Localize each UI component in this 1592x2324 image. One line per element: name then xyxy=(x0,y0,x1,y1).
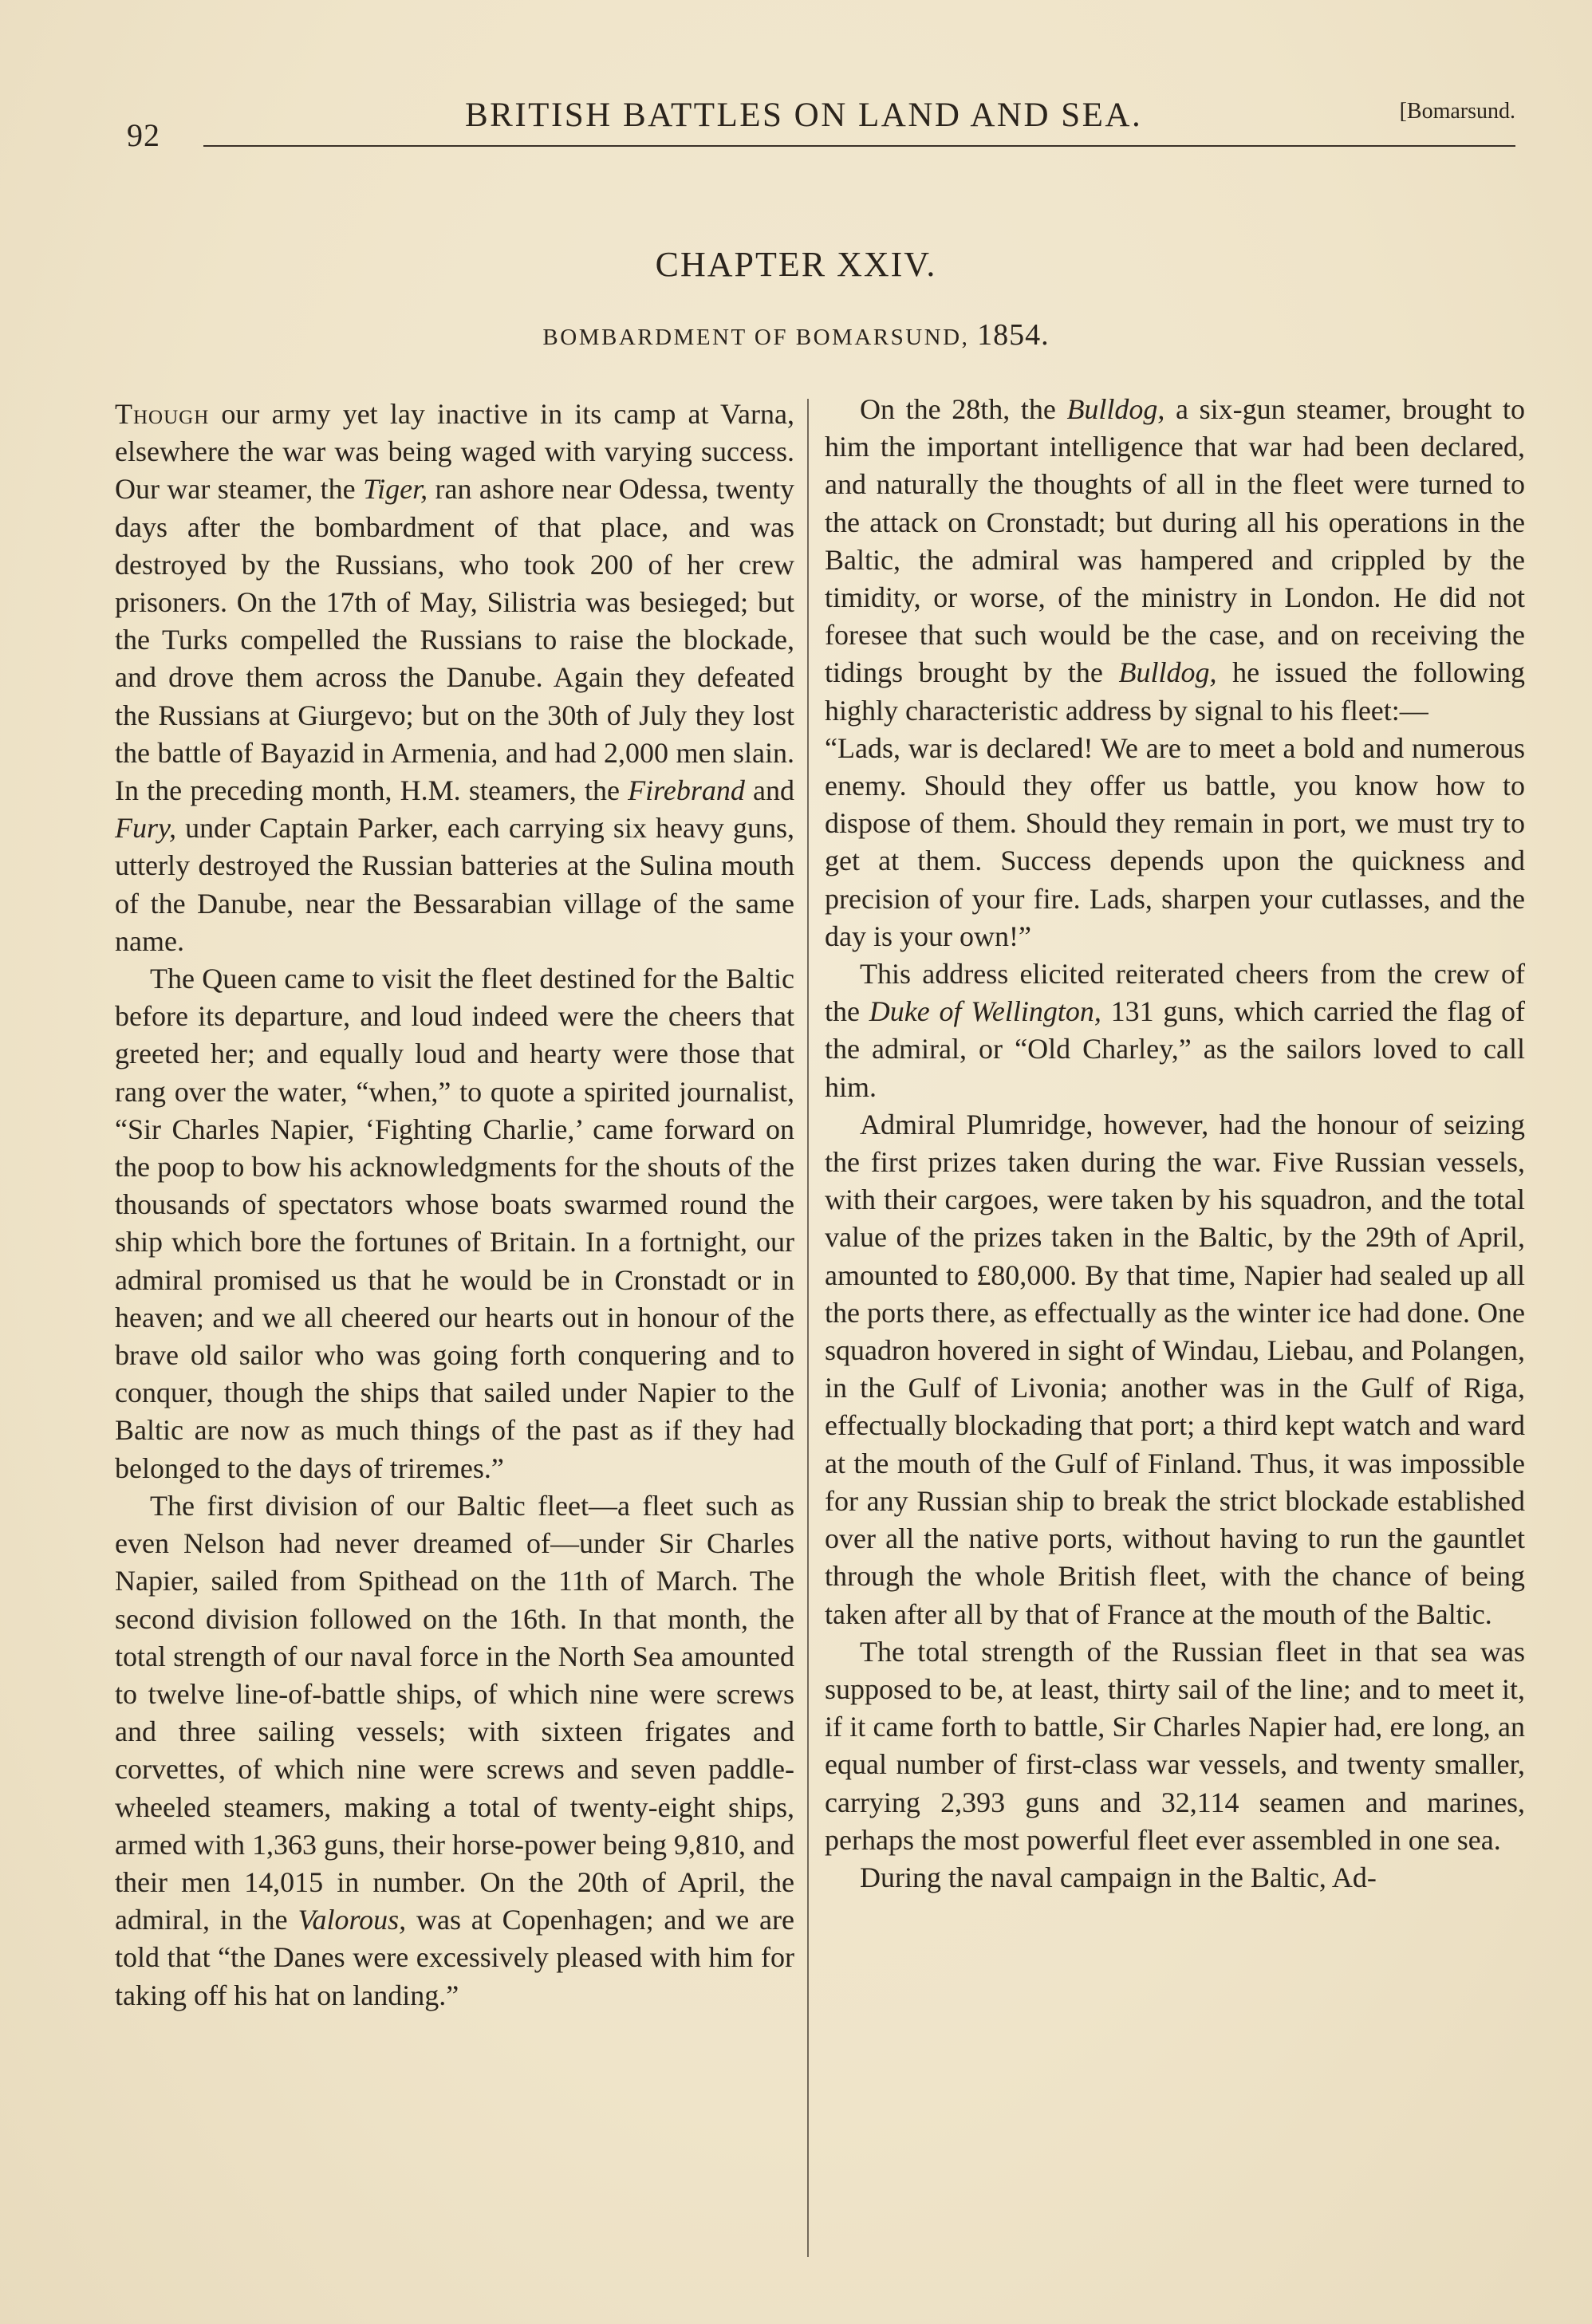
paragraph xyxy=(825,391,1525,730)
paragraph-text: under Captain Parker, each carrying six heavy guns, utterly destroyed the Russian batteries at the Sulina mouth of the Danube, near the Bessarabian village of the same name. xyxy=(115,812,794,957)
chapter-year: 1854. xyxy=(977,318,1050,352)
ship-name: Valorous, xyxy=(298,1904,407,1936)
header-rule xyxy=(203,145,1515,147)
running-head xyxy=(124,94,1515,152)
paragraph: During the naval campaign in the Baltic, Ad- xyxy=(860,1861,1377,1893)
right-column xyxy=(825,391,1525,1897)
ship-name: Fury, xyxy=(115,812,176,845)
quoted-address: “Lads, war is declared! We are to meet a bold and numerous enemy. Should they offer us battle, you know how to dispose of them. Should they remain in port, we must try to get at them. Success depends upon the quickness and precision of your fire. Lads, sharpen your cutlasses, and the day is your own!” xyxy=(825,731,1525,952)
paragraph-text: a six-gun steamer, brought to him the important intelligence that war had been declared, and naturally the thoughts of all in the fleet were turned to the attack on Cronstadt; but during all his operations in the Baltic, the admiral was hampered and crippled by the timidity, or worse, of the ministry in London. He did not foresee that such would be the case, and on receiving the tidings brought by the xyxy=(825,393,1525,689)
chapter-subtitle xyxy=(0,317,1592,353)
ship-name: Bulldog, xyxy=(1118,656,1217,689)
paragraph-text: On the 28th, the xyxy=(860,393,1067,425)
page-number: 92 xyxy=(127,117,160,153)
paragraph-text: our army yet lay inactive in its camp at Varna, elsewhere the war was being waged with varying success. Our war steamer, the xyxy=(115,398,794,506)
ship-name: Tiger, xyxy=(363,473,428,506)
chapter-heading: CHAPTER XXIV. xyxy=(655,245,937,284)
left-column xyxy=(115,396,794,2015)
opening-word: Though xyxy=(115,398,210,430)
paragraph-text: was at Copenhagen; and we are told that “the Danes were excessively pleased with him for taking off his hat on landing.” xyxy=(115,1904,794,2011)
paragraph-text: and xyxy=(744,774,794,807)
paragraph-text: This address elicited reiterated cheers from the crew of the xyxy=(825,958,1525,1028)
ship-name: Bulldog, xyxy=(1066,393,1165,425)
paragraph: The Queen came to visit the fleet destined for the Baltic before its departure, and loud indeed were the cheers that greeted her; and equally loud and hearty were those that rang over the water, “when,” to quote a spirited journalist, “Sir Charles Napier, ‘Fighting Charlie,’ came forward on the poop to bow his acknowledgments for the shouts of the thousands of spectators whose boats swarmed round the ship which bore the fortunes of Britain. In a fortnight, our admiral promised us that he would be in Cronstadt or in heaven; and we all cheered our hearts out in honour of the brave old sailor who was going forth conquering and to conquer, though the ships that sailed under Napier to the Baltic are now as much things of the past as if they had belonged to the days of triremes.” xyxy=(115,963,794,1484)
paragraph-text: The first division of our Baltic fleet—a fleet such as even Nelson had never dreamed of—under Sir Charles Napier, sailed from Spithead on the 11th of March. The second division followed on the 16th. In that month, the total strength of our naval force in the North Sea amounted to twelve line-of-battle ships, of which nine were screws and three sailing vessels; with sixteen frigates and corvettes, of which nine were screws and seven paddle-wheeled steamers, making a total of twenty-eight ships, armed with 1,363 guns, their horse-power being 9,810, and their men 14,015 in number. On the 20th of April, the admiral, in the xyxy=(115,1489,794,1936)
book-title: BRITISH BATTLES ON LAND AND SEA. xyxy=(465,97,1143,134)
paragraph: The total strength of the Russian fleet in that sea was supposed to be, at least, thirty sail of the line; and to meet it, if it came forth to battle, Sir Charles Napier had, ere long, an equal number of first-class war vessels, and twenty smaller, carrying 2,393 guns and 32,114 seamen and marines, perhaps the most powerful fleet ever assembled in one sea. xyxy=(825,1635,1525,1856)
paragraph-text: ran ashore near Odessa, twenty days after the bombardment of that place, and was destroyed by the Russians, who took 200 of her crew prisoners. On the 17th of May, Silistria was besieged; but the Turks compelled the Russians to raise the blockade, and drove them across the Danube. Again they defeated the Russians at Giurgevo; but on the 30th of July they lost the battle of Bayazid in Armenia, and had 2,000 men slain. In the preceding month, H.M. steamers, the xyxy=(115,473,794,807)
ship-name: Firebrand xyxy=(628,774,745,807)
column-divider xyxy=(807,399,809,2257)
paragraph-text: 131 guns, which carried the flag of the admiral, or “Old Charley,” as the sailors loved to call him. xyxy=(825,995,1525,1103)
paragraph: Admiral Plumridge, however, had the honour of seizing the first prizes taken during the war. Five Russian vessels, with their cargoes, were taken by his squadron, and the total value of the prizes taken in the Baltic, by the 29th of April, amounted to £80,000. By that time, Napier had sealed up all the ports there, as effectually as the winter ice had done. One squadron hovered in sight of Windau, Liebau, and Polangen, in the Gulf of Livonia; another was in the Gulf of Riga, effectually blockading that port; a third kept watch and ward at the mouth of the Gulf of Finland. Thus, it was impossible for any Russian ship to break the strict blockade established over all the native ports, without having to run the gauntlet through the whole British fleet, with the chance of being taken after all by that of France at the mouth of the Baltic. xyxy=(825,1108,1525,1630)
paragraph-text: he issued the following highly characteristic address by signal to his fleet:— xyxy=(825,656,1525,727)
ship-name: Duke of Wellington, xyxy=(869,995,1101,1028)
paragraph xyxy=(115,396,794,960)
paragraph xyxy=(115,1487,794,2015)
section-tag: [Bomarsund. xyxy=(1399,99,1515,124)
chapter-subtitle-text: BOMBARDMENT OF BOMARSUND, xyxy=(542,325,970,350)
paragraph xyxy=(825,955,1525,1106)
